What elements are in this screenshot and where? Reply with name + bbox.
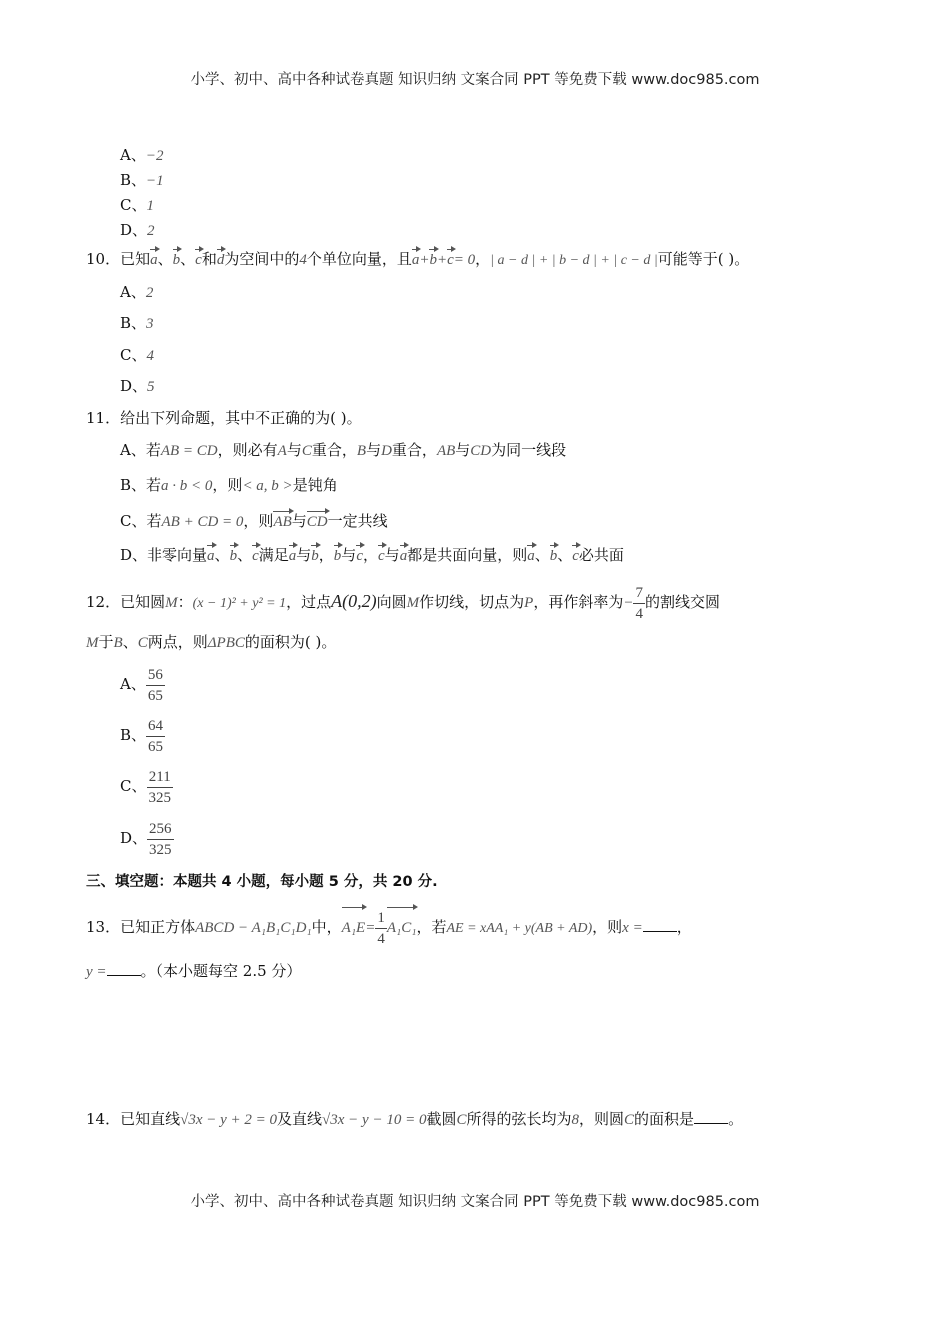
q11-option-a: A、若AB = CD，则必有A与C重合，B与D重合，AB与CD为同一线段 [120,441,567,459]
question-11: 11．给出下列命题，其中不正确的为( )。 [86,409,362,427]
q12-option-d: D、 $\frac{256}{325}$ [120,820,172,858]
q11-option-c: C、若AB + CD = 0，则AB与CD一定共线 [120,512,388,530]
answer-blank-x [643,917,677,932]
question-13-line1: 13．已知正方体ABCD − A₁B₁C₁D₁中，A₁E= $\frac{1}{4}$ A₁C₁，若AE = xAA₁ + y(AB + AD)，则x = ， [86,906,692,949]
page-header: 小学、初中、高中各种试卷真题 知识归纳 文案合同 PPT 等免费下载 www.doc985.com [190,72,760,88]
q12-option-a: A、 $\frac{56}{65}$ [120,666,163,704]
question-12-line2: M于B、C两点，则ΔPBC的面积为( )。 [86,633,337,651]
q12-option-b: B、 $\frac{64}{65}$ [120,717,164,755]
q10-option-a: A、2 [120,283,154,301]
question-10: 10．已知a、b、c和d为空间中的4个单位向量，且a+b+c= 0，| a − d | + | b − d | + | c − d |可能等于( )。 [86,250,750,268]
q12-option-c: C、 $\frac{211}{325}$ [120,768,171,806]
question-12-line1: 12．已知圆M：(x − 1)² + y² = 1，过点A(0,2)向圆M作切线，切点为P，再作斜率为− $\frac{7}{4}$ 的割线交圆 [86,584,720,622]
answer-blank-area [694,1109,728,1124]
q10-option-b: B、3 [120,314,154,332]
q10-option-c: C、4 [120,346,154,364]
section-heading: 三、填空题：本题共 4 小题，每小题 5 分，共 20 分. [86,874,438,890]
q10-option-d: D、5 [120,377,155,395]
q11-option-b: B、若a · b < 0，则< a, b >是钝角 [120,476,338,494]
q11-option-d: D、非零向量a、b、c满足a与b，b与c，c与a都是共面向量，则a、b、c必共面 [120,546,624,564]
page-footer: 小学、初中、高中各种试卷真题 知识归纳 文案合同 PPT 等免费下载 www.doc985.com [190,1194,760,1210]
q9-option-d: D、2 [120,221,155,239]
q9-option-b: B、−1 [120,171,164,189]
question-13-line2: y = 。（本小题每空 2.5 分） [86,962,302,980]
q9-option-c: C、1 [120,196,154,214]
question-14: 14．已知直线√3x − y + 2 = 0及直线√3x − y − 10 = 0截圆C所得的弦长均为8，则圆C的面积是 。 [86,1110,744,1128]
answer-blank-y [107,961,141,976]
q9-option-a: A、−2 [120,146,164,164]
slope-fraction: $\frac{7}{4}$ [635,584,643,622]
